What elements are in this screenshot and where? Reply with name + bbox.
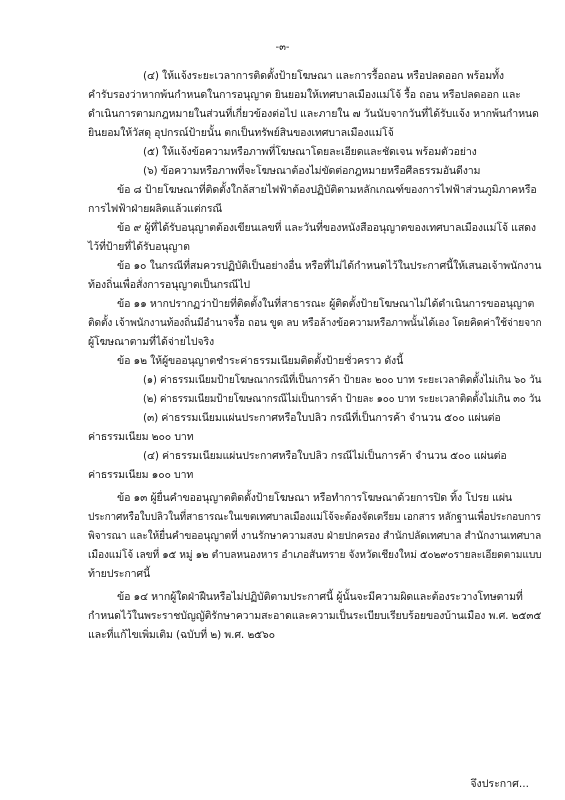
text-line: ข้อ ๘ ป้ายโฆษณาที่ติดตั้งใกล้สายไฟฟ้าต้องปฏิบัติตามหลักเกณฑ์ของการไฟฟ้าส่วนภูมิภาคหรือ: [117, 184, 537, 196]
text-line: ข้อ ๑๐ ในกรณีที่สมควรปฏิบัติเป็นอย่างอื่น หรือที่ไม่ได้กำหนดไว้ในประกาศนี้ให้เสนอเจ้าพนักงาน: [117, 260, 542, 272]
text-line: ข้อ ๙ ผู้ที่ได้รับอนุญาตต้องเขียนเลขที่ และวันที่ของหนังสืออนุญาตของเทศบาลเมืองแม่โจ้ แสดง: [117, 222, 536, 234]
text-line: (๔) ให้แจ้งระยะเวลาการติดตั้งป้ายโฆษณา และการรื้อถอน หรือปลดออก พร้อมทั้ง: [143, 70, 504, 82]
text-line: ท้ายประกาศนี้: [88, 568, 151, 580]
text-line: ผู้โฆษณาตามที่ได้จ่ายไปจริง: [88, 336, 215, 348]
text-line: ข้อ ๑๑ หากปรากฏว่าป้ายที่ติดตั้งในที่สาธารณะ ผู้ติดตั้งป้ายโฆษณาไม่ได้ดำเนินการขออนุญาต: [117, 298, 535, 310]
text-line: ข้อ ๑๔ หากผู้ใดฝ่าฝืนหรือไม่ปฏิบัติตามประกาศนี้ ผู้นั้นจะมีความผิดและต้องระวางโทษตามที่: [117, 591, 523, 603]
text-line: (๒) ค่าธรรมเนียมป้ายโฆษณากรณีไม่เป็นการค้า ป้ายละ ๑๐๐ บาท ระยะเวลาติดตั้งไม่เกิน ๓๐ วัน: [143, 393, 541, 405]
text-line: ค่าธรรมเนียม ๑๐๐ บาท: [88, 469, 194, 481]
text-line: ค่าธรรมเนียม ๒๐๐ บาท: [88, 431, 194, 443]
text-line: ติดตั้ง เจ้าพนักงานท้องถิ่นมีอำนาจรื้อ ถอน ขูด ลบ หรือล้างข้อความหรือภาพนั้นได้เอง โดยคิดค่าใช้จ่ายจาก: [88, 317, 542, 329]
text-line: ท้องถิ่นเพื่อสั่งการอนุญาตเป็นกรณีไป: [88, 279, 250, 291]
text-line: พิจารณา และให้ยื่นคำขออนุญาตที่ งานรักษาความสงบ ฝ่ายปกครอง สำนักปลัดเทศบาล สำนักงานเทศบาล: [88, 530, 542, 542]
page-number: -๓-: [275, 42, 290, 53]
text-line: ยินยอมให้วัสดุ อุปกรณ์ป้ายนั้น ตกเป็นทรัพย์สินของเทศบาลเมืองแม่โจ้: [88, 127, 394, 139]
text-line: ข้อ ๑๒ ให้ผู้ขออนุญาตชำระค่าธรรมเนียมติดตั้งป้ายชั่วคราว ดังนี้: [117, 355, 404, 367]
continuation-text: จึงประกาศ...: [470, 778, 529, 790]
text-line: และที่แก้ไขเพิ่มเติม (ฉบับที่ ๒) พ.ศ. ๒๕๖๐: [88, 629, 275, 641]
text-line: เมืองแม่โจ้ เลขที่ ๑๕ หมู่ ๑๒ ตำบลหนองหาร อำเภอสันทราย จังหวัดเชียงใหม่ ๕๐๒๙๐รายละเอียดตามแบบ: [88, 549, 542, 561]
text-line: (๑) ค่าธรรมเนียมป้ายโฆษณากรณีที่เป็นการค้า ป้ายละ ๒๐๐ บาท ระยะเวลาติดตั้งไม่เกิน ๖๐ วัน: [143, 374, 542, 386]
text-line: (๔) ค่าธรรมเนียมแผ่นประกาศหรือใบปลิว กรณีไม่เป็นการค้า จำนวน ๕๐๐ แผ่นต่อ: [143, 450, 507, 462]
text-line: (๓) ค่าธรรมเนียมแผ่นประกาศหรือใบปลิว กรณีที่เป็นการค้า จำนวน ๕๐๐ แผ่นต่อ: [143, 412, 501, 424]
text-line: กำหนดไว้ในพระราชบัญญัติรักษาความสะอาดและความเป็นระเบียบเรียบร้อยของบ้านเมือง พ.ศ. ๒๕๓๕: [88, 610, 542, 622]
text-line: ข้อ ๑๓ ผู้ยื่นคำขออนุญาตติดตั้งป้ายโฆษณา หรือทำการโฆษณาด้วยการปิด ทิ้ง โปรย แผ่น: [117, 492, 513, 504]
text-line: คำรับรองว่าหากพ้นกำหนดในการอนุญาต ยินยอมให้เทศบาลเมืองแม่โจ้ รื้อ ถอน หรือปลดออก และ: [88, 89, 521, 101]
text-line: การไฟฟ้าฝ่ายผลิตแล้วแต่กรณี: [88, 203, 223, 215]
text-line: ไว้ที่ป้ายที่ได้รับอนุญาต: [88, 241, 190, 253]
text-line: ดำเนินการตามกฎหมายในส่วนที่เกี่ยวข้องต่อไป และภายใน ๗ วันนับจากวันที่ได้รับแจ้ง หากพ้นกำหนด: [88, 108, 539, 120]
text-line: (๕) ให้แจ้งข้อความหรือภาพที่โฆษณาโดยละเอียดและชัดเจน พร้อมตัวอย่าง: [143, 146, 477, 158]
text-line: (๖) ข้อความหรือภาพที่จะโฆษณาต้องไม่ขัดต่อกฎหมายหรือศีลธรรมอันดีงาม: [143, 165, 481, 177]
text-line: ประกาศหรือใบปลิวในที่สาธารณะในเขตเทศบาลเมืองแม่โจ้จะต้องจัดเตรียม เอกสาร หลักฐานเพื่อประกอบการ: [88, 511, 541, 523]
